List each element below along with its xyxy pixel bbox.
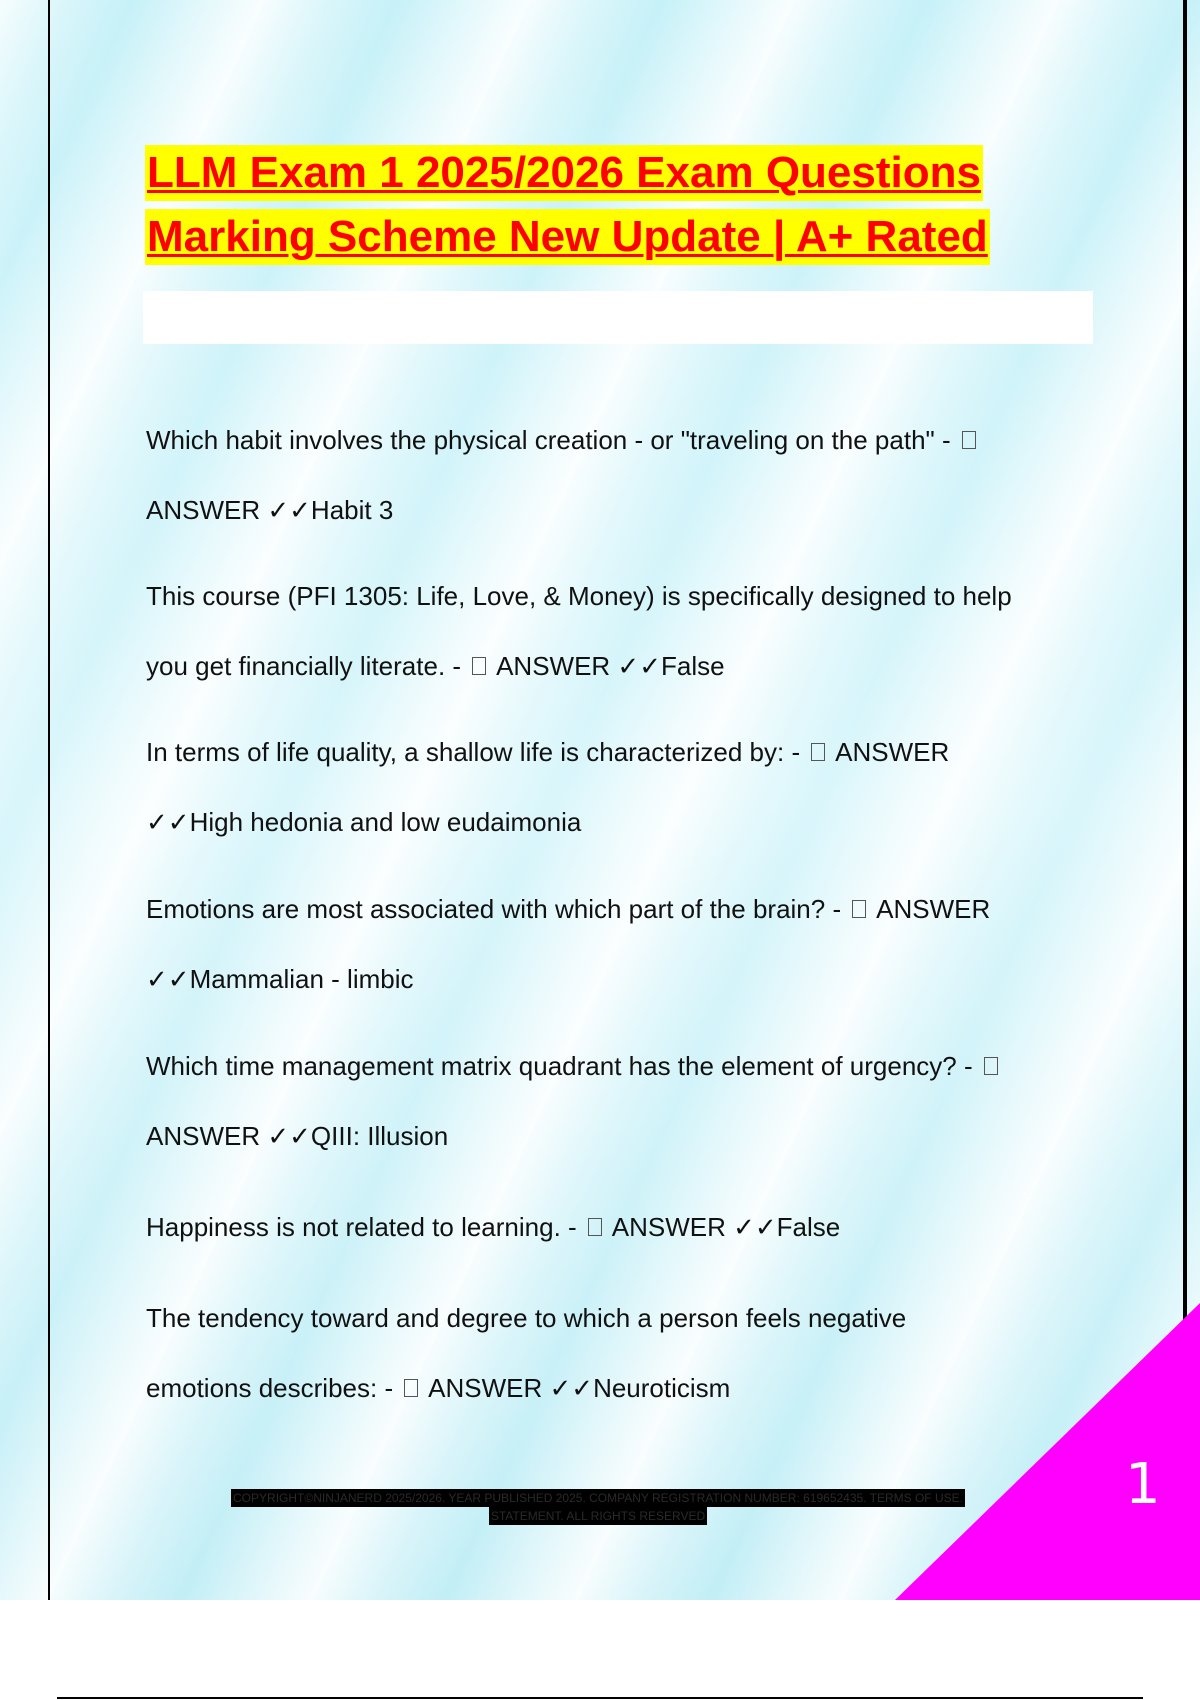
copyright-line-1: COPYRIGHT©NINJANERD 2025/2026. YEAR PUBLISHED 2025. COMPANY REGISTRATION NUMBER: 619652435. TERMS OF USE. — [233, 1491, 963, 1505]
answer-prefix: ANSWER ✓✓ — [428, 1373, 594, 1403]
title-line-1: LLM Exam 1 2025/2026 Exam Questions — [145, 145, 983, 201]
box-glyph-icon — [588, 1218, 602, 1236]
qa-item — [146, 717, 1096, 858]
answer-prefix: ANSWER ✓✓ — [146, 495, 311, 525]
answer-prefix-word: ANSWER — [835, 737, 950, 767]
check-mark-icon: ✓✓ — [146, 965, 190, 995]
question-text: Happiness is not related to learning. - — [146, 1212, 577, 1242]
copyright-line-2: STATEMENT. ALL RIGHTS RESERVED — [490, 1509, 706, 1523]
question-text: Which time management matrix quadrant has the element of urgency? - — [146, 1051, 973, 1081]
answer-prefix-word: ANSWER — [876, 894, 991, 924]
question-text: This course (PFI 1305: Life, Love, & Money) is specifically designed to help — [146, 581, 1012, 611]
blank-banner — [143, 291, 1093, 344]
answer-text: Neuroticism — [593, 1373, 731, 1403]
qa-item — [146, 1031, 1096, 1171]
question-text: The tendency toward and degree to which a person feels negative — [146, 1303, 907, 1333]
box-glyph-icon — [962, 431, 976, 449]
question-text: In terms of life quality, a shallow life is characterized by: - — [146, 737, 801, 767]
check-mark-icon: ✓✓ — [146, 808, 190, 838]
qa-item — [146, 405, 1096, 545]
question-text-cont: emotions describes: - — [146, 1373, 394, 1403]
page-number: 1 — [1125, 1452, 1161, 1517]
qa-item — [146, 1283, 1096, 1423]
document-title — [145, 145, 1085, 273]
answer-text: False — [661, 651, 725, 681]
qa-item — [146, 874, 1096, 1015]
answer-prefix: ANSWER ✓✓ — [146, 1121, 311, 1151]
bottom-rule — [57, 1697, 1143, 1699]
title-line-2: Marking Scheme New Update | A+ Rated — [145, 209, 990, 265]
question-text: Emotions are most associated with which part of the brain? - — [146, 894, 842, 924]
question-text: Which habit involves the physical creation - or "traveling on the path" - — [146, 425, 951, 455]
box-glyph-icon — [811, 743, 825, 761]
box-glyph-icon — [852, 900, 866, 918]
box-glyph-icon — [404, 1379, 418, 1397]
qa-item — [146, 561, 1096, 701]
copyright-footer — [173, 1489, 1023, 1525]
question-list — [146, 405, 1096, 1439]
answer-text: False — [776, 1212, 841, 1242]
answer-text: High hedonia and low eudaimonia — [189, 807, 582, 837]
answer-text: Habit 3 — [310, 495, 394, 525]
answer-text: QIII: Illusion — [310, 1121, 449, 1151]
box-glyph-icon — [472, 657, 486, 675]
question-text-cont: you get financially literate. - — [146, 651, 462, 681]
answer-text: Mammalian - limbic — [189, 964, 414, 994]
box-glyph-icon — [984, 1057, 998, 1075]
answer-prefix: ANSWER ✓✓ — [611, 1212, 777, 1242]
answer-prefix: ANSWER ✓✓ — [496, 651, 661, 681]
qa-item — [146, 1187, 1096, 1267]
page-left-border — [48, 0, 50, 1600]
